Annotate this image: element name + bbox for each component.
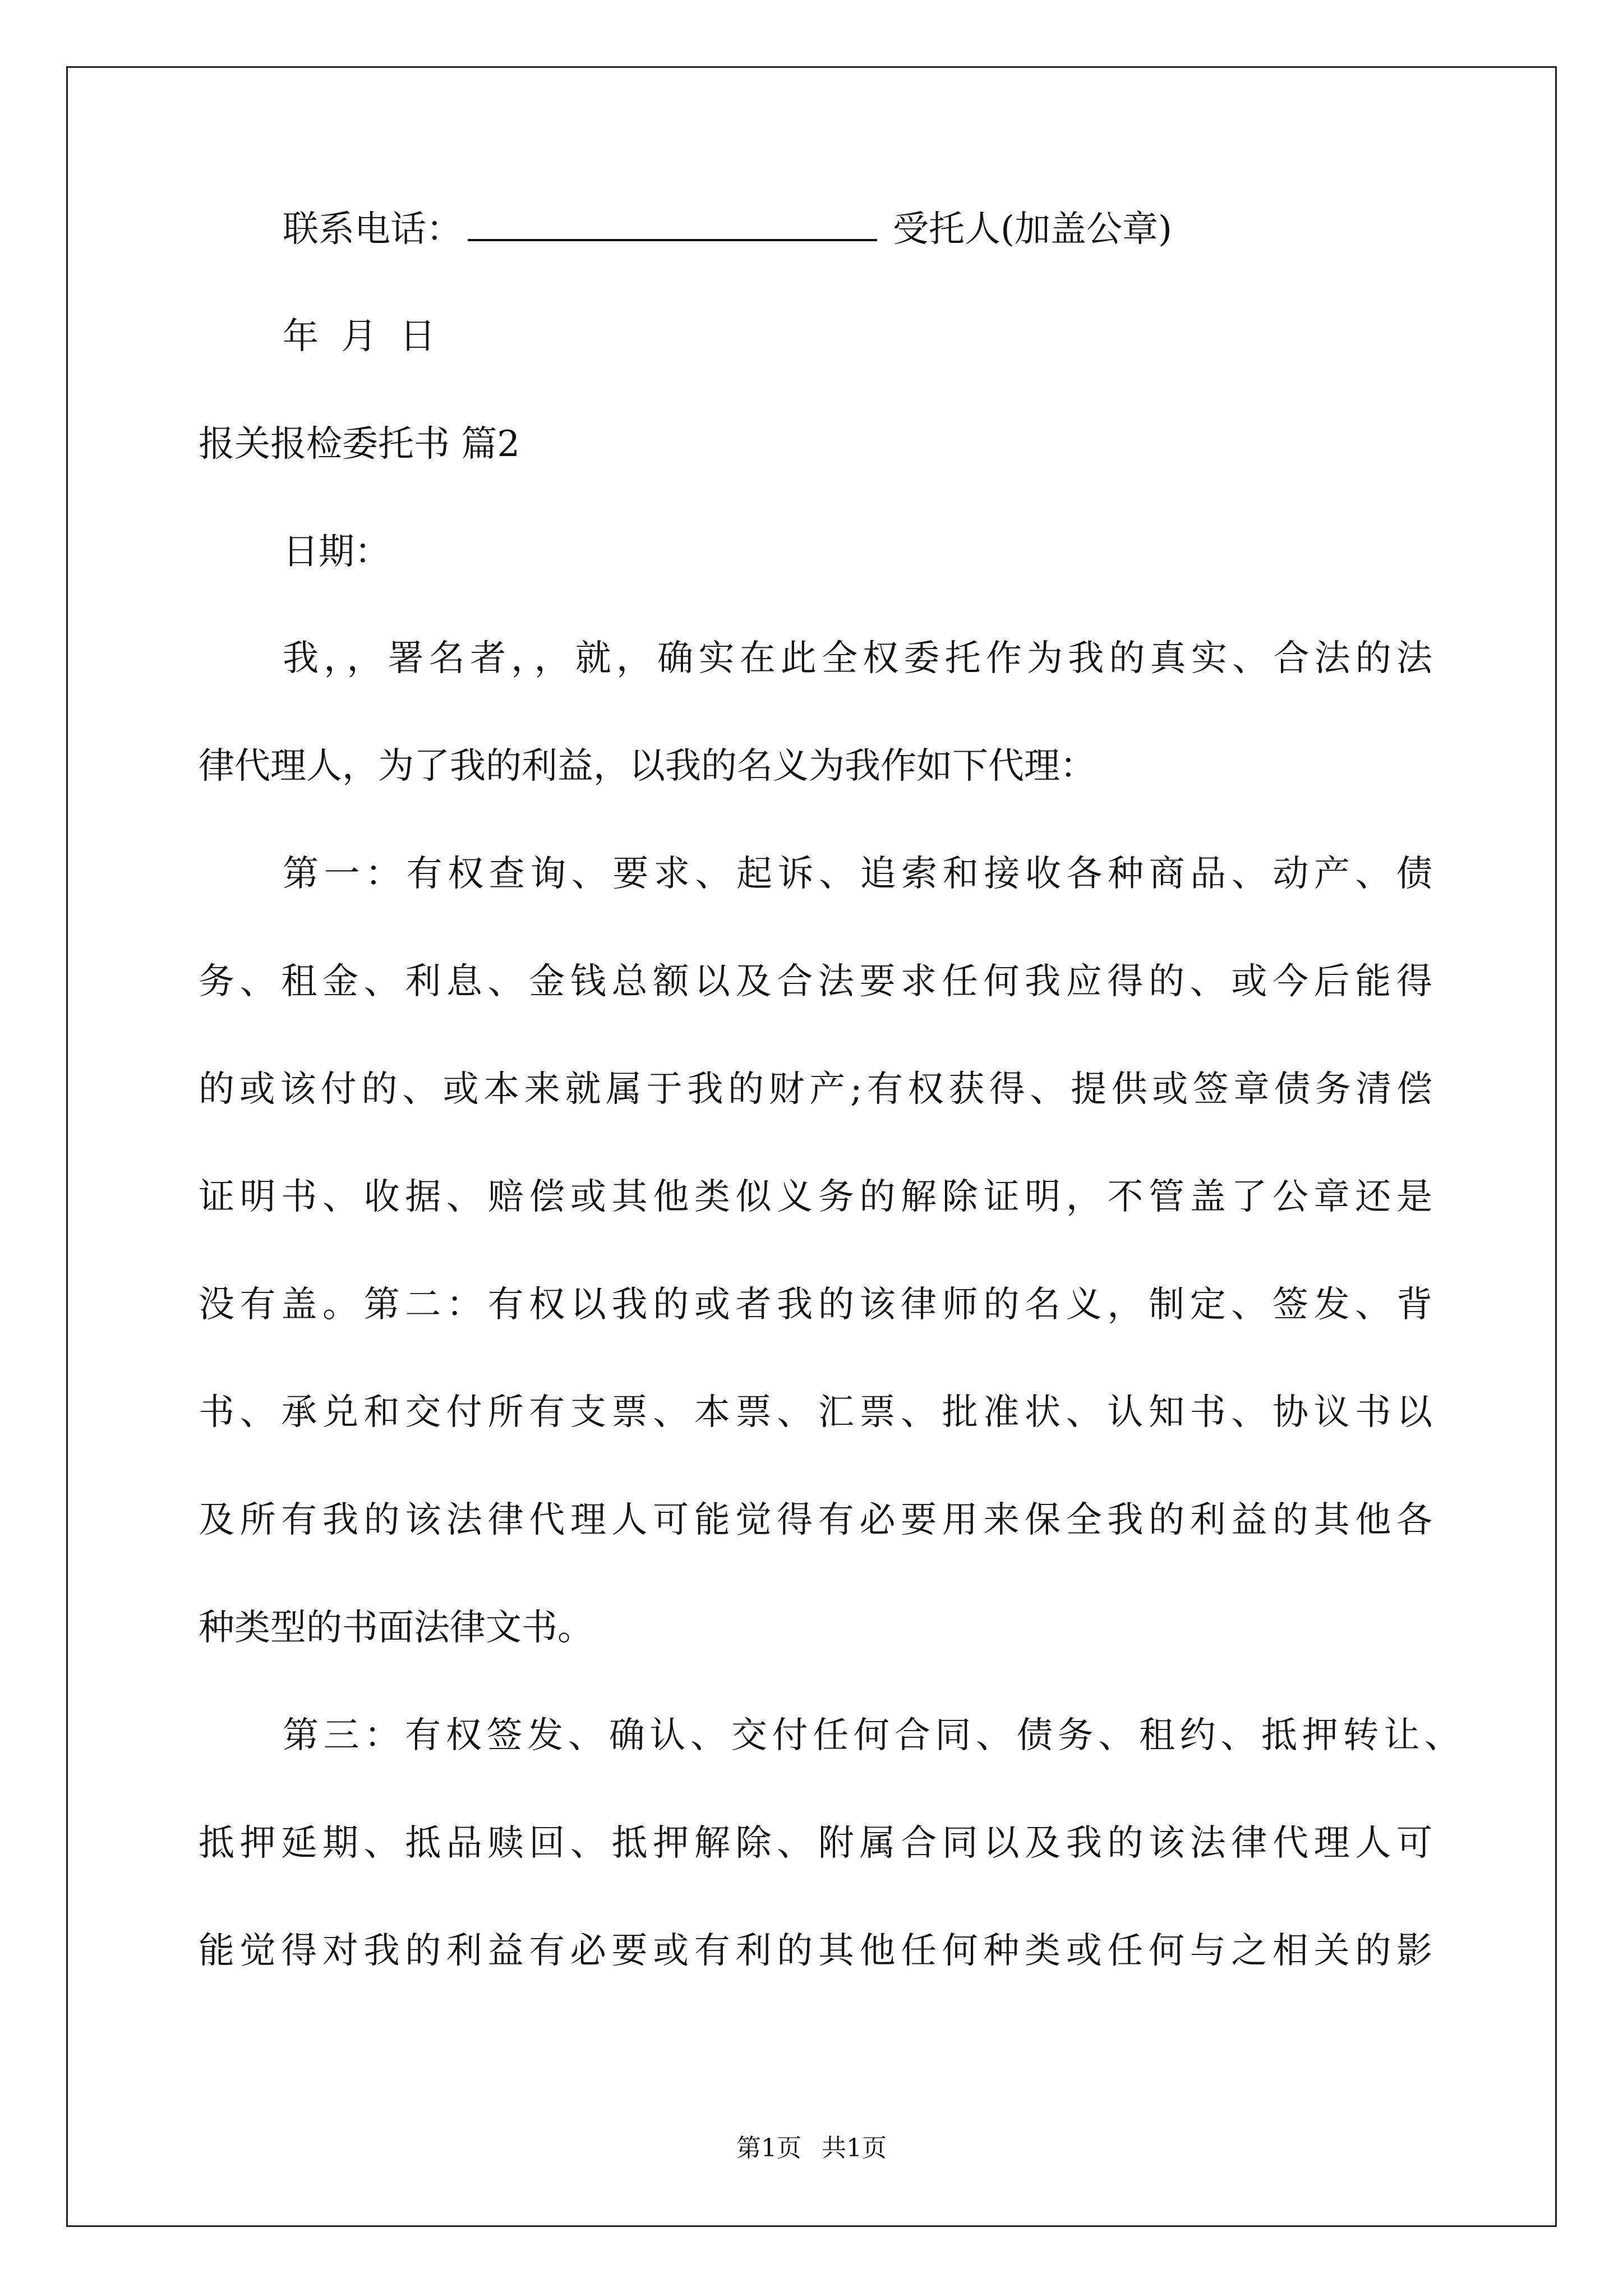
paragraph-line: 证明书、收据、赔偿或其他类似义务的解除证明，不管盖了公章还是 — [199, 1176, 1432, 1218]
paragraph-line: 能觉得对我的利益有必要或有利的其他任何种类或任何与之相关的影 — [199, 1930, 1432, 1972]
date-label: 日期： — [283, 531, 390, 573]
paragraph-line: 及所有我的该法律代理人可能觉得有必要用来保全我的利益的其他各 — [199, 1499, 1432, 1541]
principal-label: 受托人(加盖公章) — [893, 209, 1172, 250]
paragraph-line: 的或该付的、或本来就属于我的财产;有权获得、提供或签章债务清偿 — [199, 1069, 1432, 1110]
paragraph-line: 没有盖。第二：有权以我的或者我的该律师的名义，制定、签发、背 — [199, 1284, 1432, 1326]
page-footer — [0, 2133, 1623, 2164]
page-border — [66, 66, 1557, 2227]
paragraph-line: 第一：有权查询、要求、起诉、追索和接收各种商品、动产、债 — [283, 853, 1432, 895]
paragraph-line: 种类型的书面法律文书。 — [199, 1607, 593, 1649]
phone-blank-line — [468, 206, 877, 241]
paragraph-line: 书、承兑和交付所有支票、本票、汇票、批准状、认知书、协议书以 — [199, 1392, 1432, 1433]
paragraph-line: 律代理人，为了我的利益，以我的名义为我作如下代理： — [199, 746, 1096, 787]
page-number: 第1页 — [736, 2134, 801, 2162]
section-title: 报关报检委托书 篇2 — [199, 424, 520, 465]
page-total: 共1页 — [822, 2134, 887, 2162]
paragraph-line: 抵押延期、抵品赎回、抵押解除、附属合同以及我的该法律代理人可 — [199, 1823, 1432, 1864]
paragraph-line: 我，，署名者，，就，确实在此全权委托作为我的真实、合法的法 — [283, 638, 1432, 679]
date-line: 年 月 日 — [283, 316, 436, 357]
contact-line — [283, 206, 1172, 252]
contact-label: 联系电话： — [283, 209, 462, 250]
paragraph-line: 务、租金、利息、金钱总额以及合法要求任何我应得的、或今后能得 — [199, 961, 1432, 1002]
paragraph-line: 第三：有权签发、确认、交付任何合同、债务、租约、抵押转让、 — [283, 1715, 1460, 1756]
